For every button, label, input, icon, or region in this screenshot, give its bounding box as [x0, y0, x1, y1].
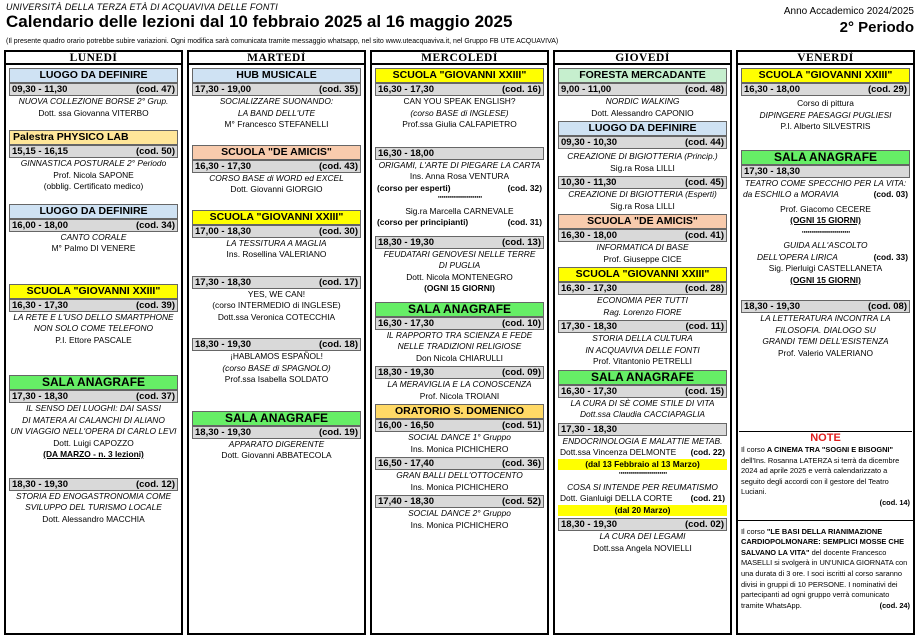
- course-block: HUB MUSICALE 17,30 - 19,00 (cod. 35) SOCIALIZZARE SUONANDO: LA BAND DELL'UTE M° Francesco STEFANELLI: [190, 68, 363, 131]
- time-row: 16,30 - 17,30 (cod. 16): [375, 83, 544, 96]
- time-row: 09,30 - 11,30 (cod. 47): [9, 83, 178, 96]
- time-row: 16,30 - 18,00 (cod. 41): [558, 229, 727, 242]
- time-row: 18,30 - 19,30 (cod. 13): [375, 236, 544, 249]
- course-block: SALA ANAGRAFE 17,30 - 18,30 TEATRO COME SPECCHIO PER LA VITA: da ESCHILO a MORAVIA (cod. 03) Prof. Giacomo CECERE (OGNI 15 GIORNI) """""""""""""""""""""""" GUIDA ALL'ASCOLTO DELL'OPERA LIRICA (cod. 33) Sig. Pierluigi CASTELLANETA (OGNI 15 GIORNI): [743, 149, 908, 285]
- time-row: 18,30 - 19,30 (cod. 12): [9, 478, 178, 491]
- location-label: SCUOLA "GIOVANNI XXIII": [9, 284, 178, 299]
- time-row: 16,30 - 18,00 (cod. 29): [741, 83, 910, 96]
- time-row: 10,30 - 11,30 (cod. 45): [558, 176, 727, 189]
- day-header-wednesday: MERCOLEDÌ: [372, 50, 547, 65]
- course-block: 10,30 - 11,30 (cod. 45) CREAZIONE DI BIGIOTTERIA (Esperti) Sig.ra Rosa LILLI: [556, 176, 729, 212]
- location-label: SCUOLA "DE AMICIS": [558, 214, 727, 229]
- time-row: 9,00 - 11,00 (cod. 48): [558, 83, 727, 96]
- time-row: 09,30 - 10,30 (cod. 44): [558, 136, 727, 149]
- location-label: SCUOLA "GIOVANNI XXIII": [741, 68, 910, 83]
- location-label: SALA ANAGRAFE: [741, 150, 910, 165]
- course-block: 18,30 - 19,30 (cod. 09) LA MERAVIGLIA E LA CONOSCENZA Prof. Nicola TROIANI: [373, 366, 546, 402]
- course-block: SCUOLA "DE AMICIS" 16,30 - 18,00 (cod. 41) INFORMATICA DI BASE Prof. Giuseppe CICE: [556, 214, 729, 265]
- academic-year: Anno Accademico 2024/2025: [783, 6, 914, 17]
- page-title: Calendario delle lezioni dal 10 febbraio 2025 al 16 maggio 2025: [6, 12, 513, 31]
- course-block: ORATORIO S. DOMENICO 16,00 - 16,50 (cod. 51) SOCIAL DANCE 1° Gruppo Ins. Monica PICHICHERO: [373, 404, 546, 455]
- location-label: SALA ANAGRAFE: [375, 302, 544, 317]
- time-row: 17,30 - 19,00 (cod. 35): [192, 83, 361, 96]
- location-label: LUOGO DA DEFINIRE: [9, 204, 178, 219]
- time-row: 18,30 - 19,30 (cod. 18): [192, 338, 361, 351]
- location-label: SCUOLA "DE AMICIS": [192, 145, 361, 160]
- time-row: 16,50 - 17,40 (cod. 36): [375, 457, 544, 470]
- time-row: 16,30 - 17,30 (cod. 43): [192, 160, 361, 173]
- column-thursday: [553, 50, 732, 635]
- course-block: Palestra PHYSICO LAB 15,15 - 16,15 (cod. 50) GINNASTICA POSTURALE 2° Periodo Prof. Nicola SAPONE (obblig. Certificato medico): [7, 130, 180, 193]
- location-label: Palestra PHYSICO LAB: [9, 130, 178, 145]
- course-block: 18,30 - 19,30 (cod. 13) FEUDATARI GENOVESI NELLE TERRE DI PUGLIA Dott. Nicola MONTENEGRO (OGNI 15 GIORNI): [373, 236, 546, 295]
- course-block: 16,30 - 18,00 ORIGAMI, L'ARTE DI PIEGARE LA CARTA Ins. Anna Rosa VENTURA (corso per esperti) (cod. 32) """""""""""""""""""""" Sig.ra Marcella CARNEVALE (corso per principianti) (cod. 31): [377, 147, 542, 227]
- location-label: LUOGO DA DEFINIRE: [558, 121, 727, 136]
- column-wednesday: [370, 50, 549, 635]
- schedule-grid: [4, 50, 916, 635]
- time-row: 17,00 - 18,30 (cod. 30): [192, 225, 361, 238]
- day-header-thursday: GIOVEDÌ: [555, 50, 730, 65]
- period-label: 2° Periodo: [839, 19, 914, 36]
- course-block: SCUOLA "GIOVANNI XXIII" 16,30 - 18,00 (cod. 29) Corso di pittura DIPINGERE PAESAGGI PUGLIESI P.I. Alberto SILVESTRIS: [739, 68, 912, 133]
- page-header: [6, 2, 914, 50]
- location-label: HUB MUSICALE: [192, 68, 361, 83]
- notes-title: NOTE: [810, 432, 841, 444]
- course-block: 18,30 - 19,30 (cod. 18) ¡HABLAMOS ESPAÑOL! (corso BASE di SPAGNOLO) Prof.ssa Isabella SOLDATO: [190, 338, 363, 386]
- time-row: 15,15 - 16,15 (cod. 50): [9, 145, 178, 158]
- course-block: SCUOLA "GIOVANNI XXIII" 16,30 - 17,30 (cod. 39) LA RETE E L'USO DELLO SMARTPHONE NON SOLO COME TELEFONO P.I. Ettore PASCALE: [7, 284, 180, 347]
- time-row: 16,00 - 18,00 (cod. 34): [9, 219, 178, 232]
- note-paragraph: Il corso A CINEMA TRA "SOGNI E BISOGNI" dell'Ins. Rosanna LATERZA si terrà da dicembre 2024 ad aprile 2025 e verrà calendarizzato a seguito degli accordi con il gestore del Teatro Luciani. (cod. 14): [741, 445, 910, 507]
- course-block: 16,50 - 17,40 (cod. 36) GRAN BALLI DELL'OTTOCENTO Ins. Monica PICHICHERO: [373, 457, 546, 493]
- course-block: LUOGO DA DEFINIRE 16,00 - 18,00 (cod. 34) CANTO CORALE M° Palmo DI VENERE: [7, 204, 180, 255]
- course-block: 17,30 - 18,30 ENDOCRINOLOGIA E MALATTIE METAB. Dott.ssa Vincenza DELMONTE (cod. 22) (dal 13 Febbraio al 13 Marzo) """""""""""""""""""""""" COSA SI INTENDE PER REUMATISMO Dott. Gianluigi DELLA CORTE (cod. 21) (dal 20 Marzo): [560, 423, 725, 515]
- course-block: SCUOLA "DE AMICIS" 16,30 - 17,30 (cod. 43) CORSO BASE di WORD ed EXCEL Dott. Giovanni GIORGIO: [190, 145, 363, 196]
- course-block: 17,30 - 18,30 (cod. 11) STORIA DELLA CULTURA IN ACQUAVIVA DELLE FONTI Prof. Vitantonio PETRELLI: [556, 320, 729, 368]
- time-row: 17,40 - 18,30 (cod. 52): [375, 495, 544, 508]
- time-row: 16,30 - 17,30 (cod. 15): [558, 385, 727, 398]
- time-row: 16,30 - 17,30 (cod. 10): [375, 317, 544, 330]
- course-block: SCUOLA "GIOVANNI XXIII" 17,00 - 18,30 (cod. 30) LA TESSITURA A MAGLIA Ins. Rosellina VALERIANO: [190, 210, 363, 261]
- course-block: LUOGO DA DEFINIRE 09,30 - 10,30 (cod. 44) CREAZIONE DI BIGIOTTERIA (Princip.) Sig.ra Rosa LILLI: [556, 121, 729, 174]
- course-block: 18,30 - 19,30 (cod. 12) STORIA ED ENOGASTRONOMIA COME SVILUPPO DEL TURISMO LOCALE Dott. Alessandro MACCHIA: [7, 478, 180, 526]
- course-block: 17,30 - 18,30 (cod. 17) YES, WE CAN! (corso INTERMEDIO di INGLESE) Dott.ssa Veronica COTECCHIA: [190, 276, 363, 324]
- time-row: 18,30 - 19,30 (cod. 09): [375, 366, 544, 379]
- course-block: FORESTA MERCADANTE 9,00 - 11,00 (cod. 48) NORDIC WALKING Dott. Alessandro CAPONIO: [556, 68, 729, 119]
- time-row: 18,30 - 19,30 (cod. 08): [741, 300, 910, 313]
- column-monday: [4, 50, 183, 635]
- course-block: SALA ANAGRAFE 16,30 - 17,30 (cod. 15) LA CURA DI SÈ COME STILE DI VITA Dott.ssa Claudia CACCIAPAGLIA: [556, 370, 729, 421]
- course-block: SCUOLA "GIOVANNI XXIII" 16,30 - 17,30 (cod. 16) CAN YOU SPEAK ENGLISH? (corso BASE di INGLESE) Prof.ssa Giulia CALFAPIETRO: [373, 68, 546, 131]
- location-label: SALA ANAGRAFE: [9, 375, 178, 390]
- time-row: 17,30 - 18,30 (cod. 37): [9, 390, 178, 403]
- course-block: SALA ANAGRAFE 17,30 - 18,30 (cod. 37) IL SENSO DEI LUOGHI: DAI SASSI DI MATERA AI CALANCHI DI ALIANO UN VIAGGIO NELL'OPERA DI CARLO LEVI Dott. Luigi CAPOZZO (DA MARZO - n. 3 lezioni): [10, 375, 177, 459]
- day-header-monday: LUNEDÌ: [6, 50, 181, 65]
- notes-box: [739, 431, 912, 611]
- location-label: SALA ANAGRAFE: [192, 411, 361, 426]
- location-label: SCUOLA "GIOVANNI XXIII": [375, 68, 544, 83]
- course-block: SALA ANAGRAFE 18,30 - 19,30 (cod. 19) APPARATO DIGERENTE Dott. Giovanni ABBATECOLA: [190, 411, 363, 462]
- time-row: 17,30 - 18,30 (cod. 11): [558, 320, 727, 333]
- time-row: 16,00 - 16,50 (cod. 51): [375, 419, 544, 432]
- column-tuesday: [187, 50, 366, 635]
- day-header-friday: VENERDÌ: [738, 50, 913, 65]
- time-row: 16,30 - 18,00: [375, 147, 544, 160]
- time-row: 17,30 - 18,30 (cod. 17): [192, 276, 361, 289]
- course-block: SALA ANAGRAFE 16,30 - 17,30 (cod. 10) IL RAPPORTO TRA SCIENZA E FEDE NELLE TRADIZIONI RELIGIOSE Don Nicola CHIARULLI: [373, 302, 546, 365]
- time-row: 18,30 - 19,30 (cod. 19): [192, 426, 361, 439]
- time-row: 17,30 - 18,30: [558, 423, 727, 436]
- time-row: 17,30 - 18,30: [741, 165, 910, 178]
- note-paragraph: Il corso "LE BASI DELLA RIANIMAZIONE CARDIOPOLMONARE: SEMPLICI MOSSE CHE SALVANO LA VITA" del docente Francesco MASELLI si svolgerà in UN'UNICA GIORNATA con una durata di 3 ore. I soci iscritti al corso saranno divisi in gruppi di 10 PERSONE. I nominativi dei partecipanti ad ogni gruppo verrà comunicato tramite WhatsApp. (cod. 24): [741, 526, 910, 610]
- location-label: ORATORIO S. DOMENICO: [375, 404, 544, 419]
- course-block: 18,30 - 19,30 (cod. 02) LA CURA DEI LEGAMI Dott.ssa Angela NOVIELLI: [556, 518, 729, 554]
- time-row: 16,30 - 17,30 (cod. 28): [558, 282, 727, 295]
- location-label: FORESTA MERCADANTE: [558, 68, 727, 83]
- column-friday: [736, 50, 915, 635]
- time-row: 16,30 - 17,30 (cod. 39): [9, 299, 178, 312]
- location-label: SALA ANAGRAFE: [558, 370, 727, 385]
- header-note: (Il presente quadro orario potrebbe subire variazioni. Ogni modifica sarà comunicata tramite messaggio whatsapp, nel sito www.uteacquaviva.it, nel Gruppo FB UTE ACQUAVIVA): [6, 38, 559, 45]
- day-header-tuesday: MARTEDÌ: [189, 50, 364, 65]
- course-block: 18,30 - 19,30 (cod. 08) LA LETTERATURA INCONTRA LA FILOSOFIA. DIALOGO SU GRANDI TEMI DELL'ESISTENZA Prof. Valerio VALERIANO: [739, 300, 912, 359]
- university-name: UNIVERSITÀ DELLA TERZA ETÀ DI ACQUAVIVA DELLE FONTI: [6, 2, 278, 12]
- location-label: SCUOLA "GIOVANNI XXIII": [192, 210, 361, 225]
- time-row: 18,30 - 19,30 (cod. 02): [558, 518, 727, 531]
- course-block: SCUOLA "GIOVANNI XXIII" 16,30 - 17,30 (cod. 28) ECONOMIA PER TUTTI Rag. Lorenzo FIORE: [556, 267, 729, 318]
- course-block: LUOGO DA DEFINIRE 09,30 - 11,30 (cod. 47) NUOVA COLLEZIONE BORSE 2° Grup. Dott. ssa Giovanna VITERBO: [7, 68, 180, 119]
- course-block: 17,40 - 18,30 (cod. 52) SOCIAL DANCE 2° Gruppo Ins. Monica PICHICHERO: [373, 495, 546, 531]
- location-label: SCUOLA "GIOVANNI XXIII": [558, 267, 727, 282]
- location-label: LUOGO DA DEFINIRE: [9, 68, 178, 83]
